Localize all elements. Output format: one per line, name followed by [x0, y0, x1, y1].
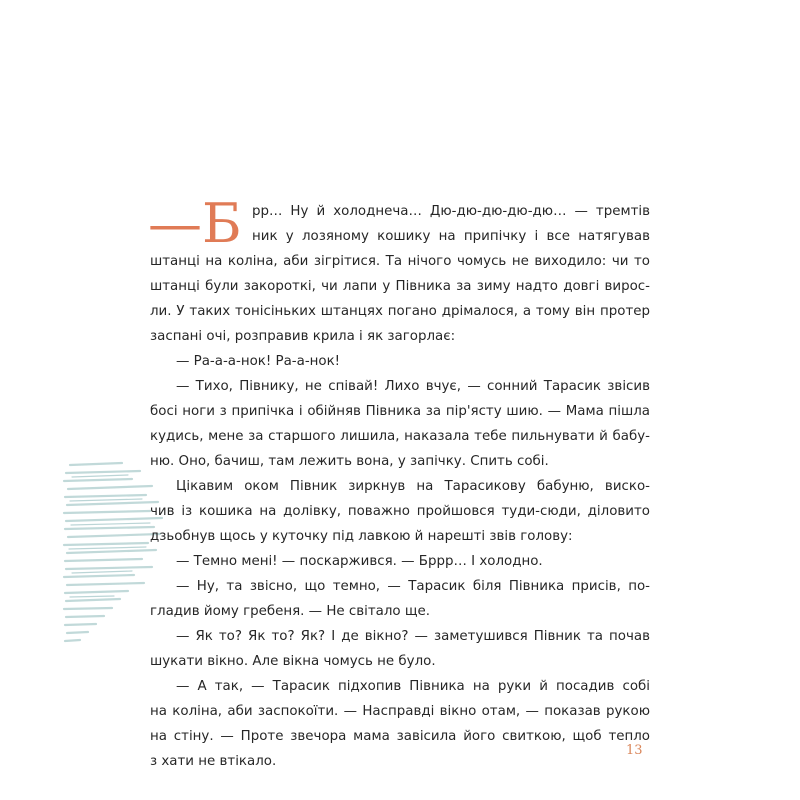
text-line: штанці на коліна, аби зігрітися. Та нічого чомусь не виходило: чи то	[150, 254, 650, 269]
text-line: ли. У таких тонісіньких штанцях погано дрімалося, а тому він протер	[150, 304, 650, 319]
text-line: ню. Оно, бачиш, там лежить вона, у запічку. Спить собі.	[150, 454, 549, 469]
text-line: — Тихо, Півнику, не співай! Лихо вчує, — сонний Тарасик звісив	[176, 379, 650, 394]
text-line: — Як то? Як то? Як? І де вікно? — заметушився Півник та почав	[176, 629, 650, 644]
text-line: рр… Ну й холоднеча… Дю-дю-дю-дю-дю… — тремтів	[252, 204, 650, 219]
story-text	[148, 192, 650, 774]
text-line: — А так, — Тарасик підхопив Півника на руки й посадив собі	[176, 679, 650, 694]
text-line: на стіну. — Проте звечора мама завісила його свиткою, щоб тепло	[150, 729, 650, 744]
text-line: дзьобнув щось у куточку під лавкою й нарешті звів голову:	[150, 529, 573, 544]
text-line: ник у лозяному кошику на припічку і все натягував	[252, 229, 650, 244]
text-line: — Темно мені! — поскаржився. — Бррр… І холодно.	[176, 554, 543, 569]
text-line: з хати не втікало.	[150, 754, 277, 769]
text-line: — Ну, та звісно, що темно, — Тарасик біля Півника присів, по-	[176, 579, 650, 594]
text-line: — Ра-а-а-нок! Ра-а-нок!	[176, 354, 341, 369]
page-number: 13	[626, 743, 643, 758]
text-line: босі ноги з припічка і обійняв Півника за пір'ясту шию. — Мама пішла	[150, 404, 650, 419]
text-line: кудись, мене за старшого лишила, наказала тебе пильнувати й бабу-	[150, 429, 650, 444]
text-line: штанці були закороткі, чи лапи у Півника за зиму надто довгі вирос-	[150, 279, 650, 294]
drop-cap: —Б	[148, 192, 242, 255]
text-line: чив із кошика на долівку, поважно пройшовся туди-сюди, діловито	[150, 504, 650, 519]
text-line: заспані очі, розправив крила і як загорлає:	[150, 329, 456, 344]
text-line: шукати вікно. Але вікна чомусь не було.	[150, 654, 436, 669]
text-line: гладив йому гребеня. — Не світало ще.	[150, 604, 430, 619]
text-line: на коліна, аби заспокоїти. — Насправді вікно отам, — показав рукою	[150, 704, 650, 719]
text-line: Цікавим оком Півник зиркнув на Тарасикову бабуню, виско-	[176, 479, 650, 494]
